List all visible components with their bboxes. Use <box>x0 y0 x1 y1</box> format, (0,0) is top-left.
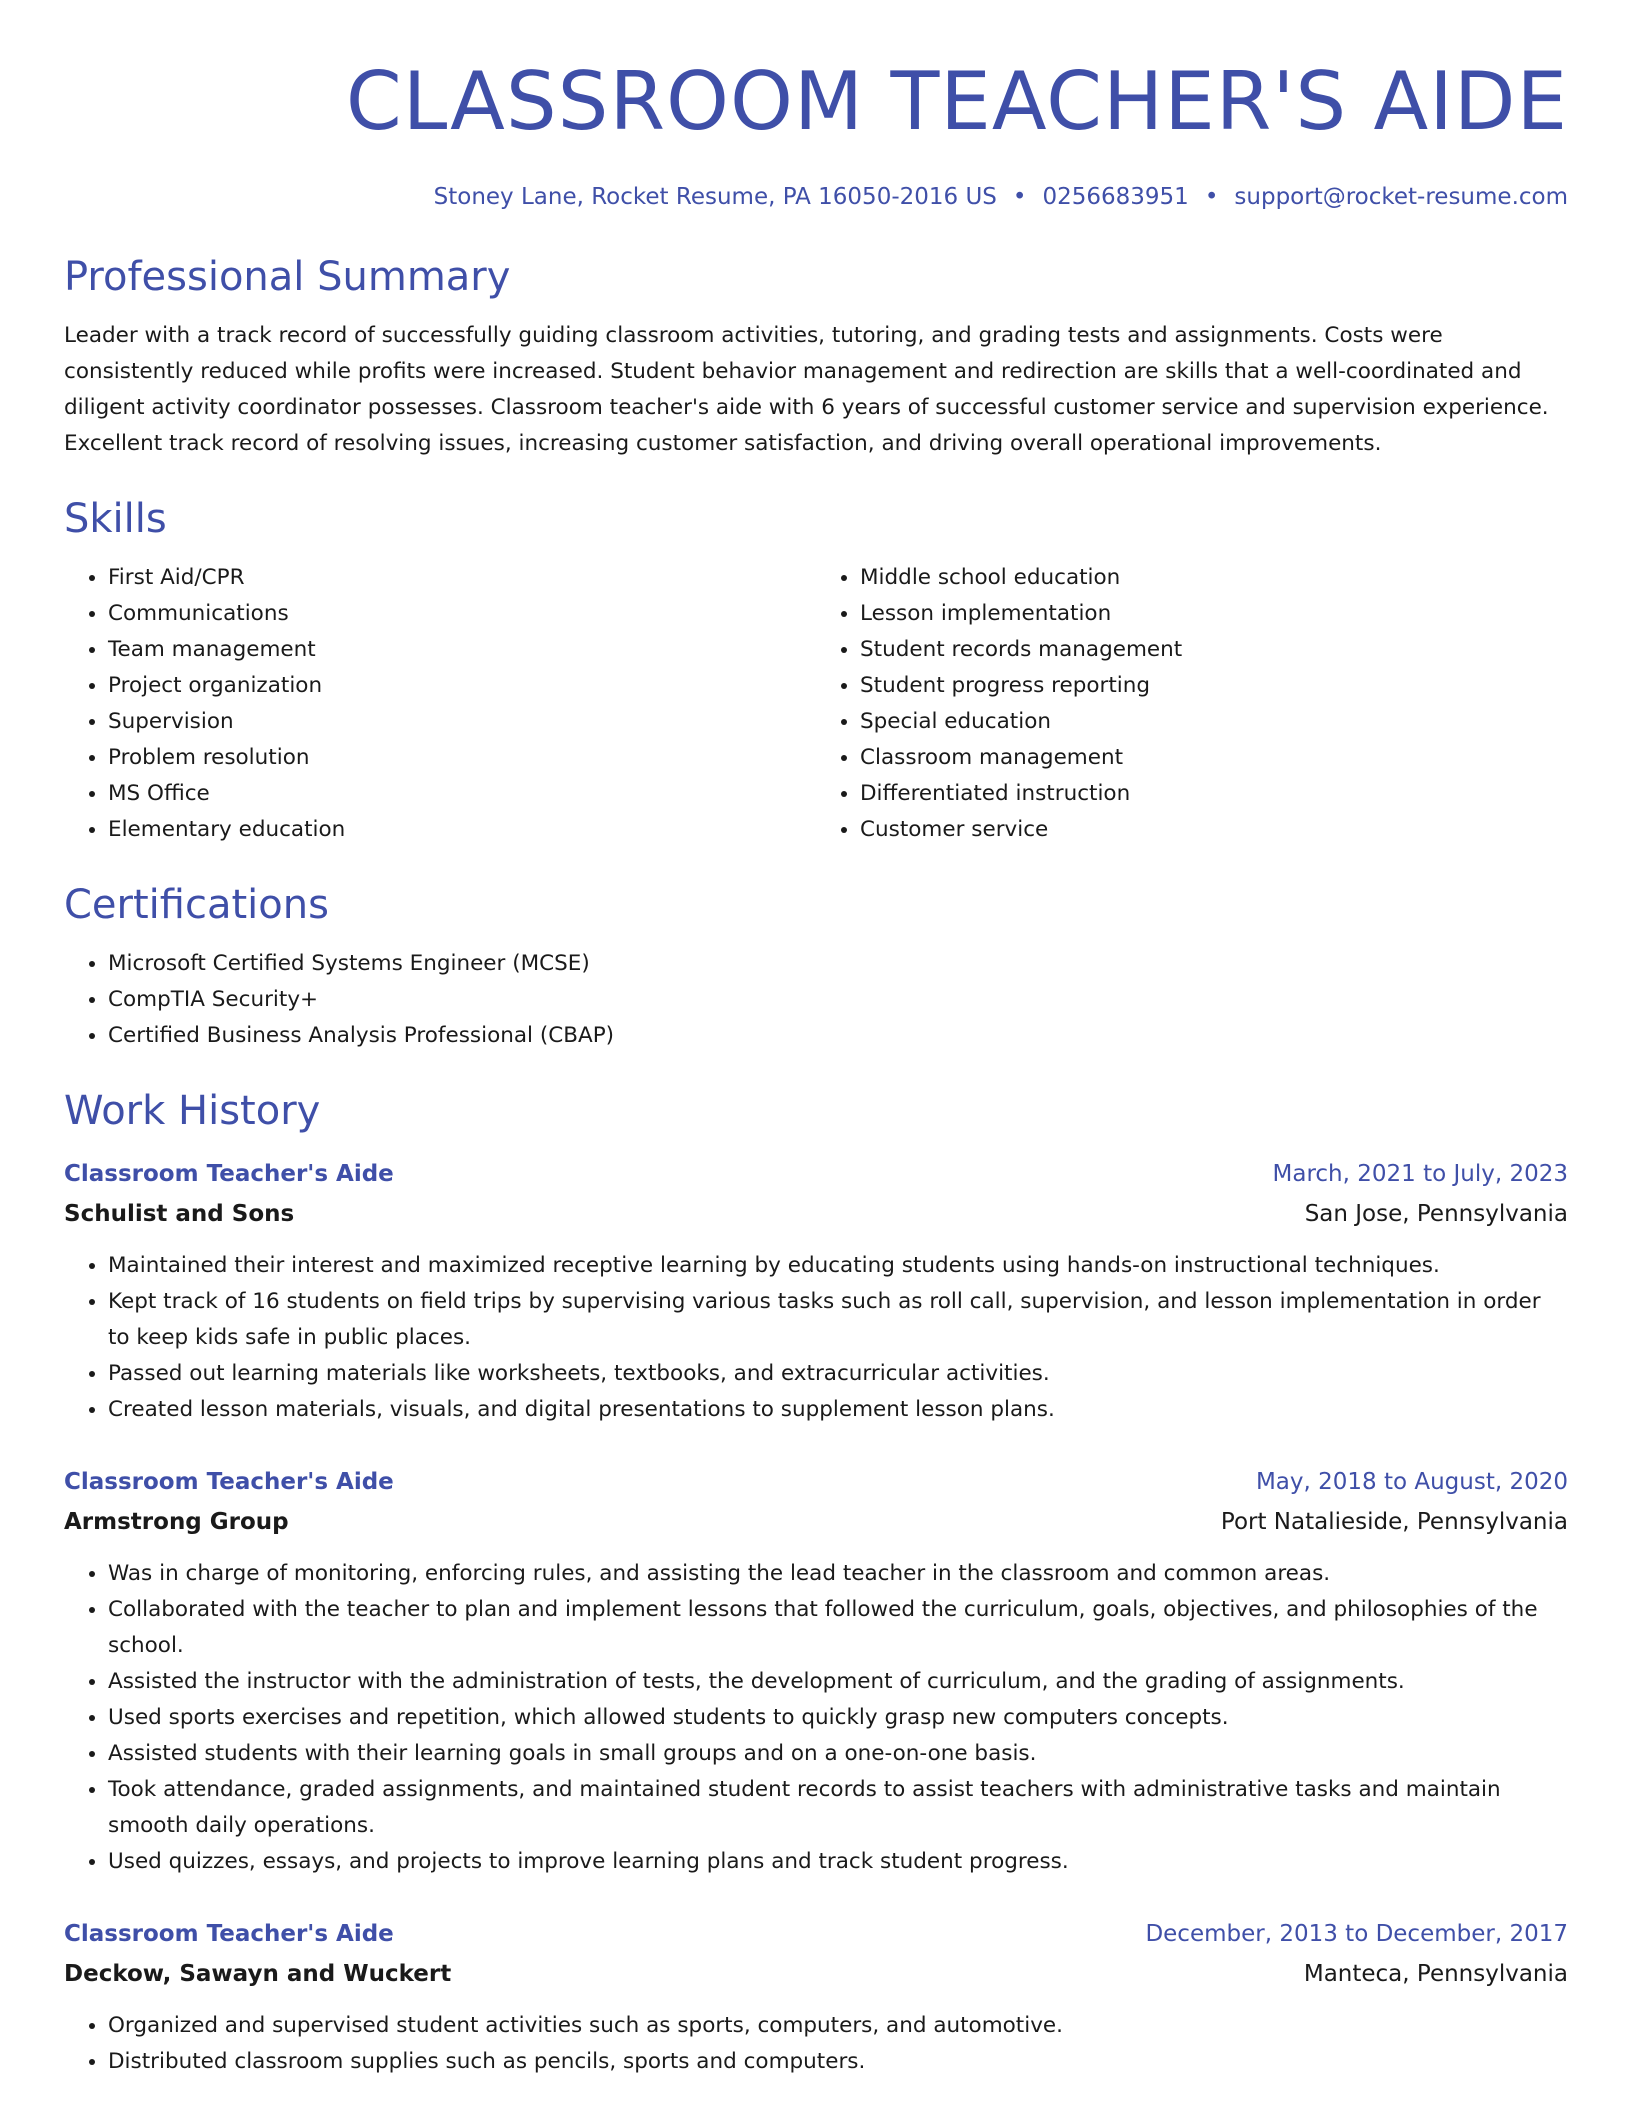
job-entry <box>64 1462 1568 1880</box>
job-entry <box>64 1914 1568 2080</box>
skill-item: • Differentiated instruction <box>860 776 1568 812</box>
skill-item: • First Aid/CPR <box>108 560 816 596</box>
contact-separator: • <box>1204 184 1219 210</box>
company-name: Armstrong Group <box>64 1509 289 1535</box>
skills-heading: Skills <box>64 496 167 542</box>
job-dates: May, 2018 to August, 2020 <box>1255 1469 1568 1495</box>
company-name: Schulist and Sons <box>64 1201 295 1227</box>
skill-item: • Student progress reporting <box>860 668 1568 704</box>
job-title: Classroom Teacher's Aide <box>64 1921 394 1947</box>
certification-item: • CompTIA Security+ <box>108 982 1568 1018</box>
certifications-heading: Certifications <box>64 882 329 928</box>
certification-item: • Microsoft Certified Systems Engineer (MCSE) <box>108 946 1568 982</box>
skill-item: • MS Office <box>108 776 816 812</box>
skill-item: • Special education <box>860 704 1568 740</box>
candidate-name: CLASSROOM TEACHER'S AIDE <box>345 55 1568 148</box>
job-bullet: • Took attendance, graded assignments, and maintained student records to assist teachers with administrative tasks and maintain smooth daily operations. <box>108 1772 1568 1844</box>
summary-text: Leader with a track record of successfully guiding classroom activities, tutoring, and grading tests and assignments. Costs were consistently reduced while profits were increased. Student behavior management and redirection are skills that a well-coordinated and diligent activity coordinator possesses. Classroom teacher's aide with 6 years of successful customer service and supervision experience. Excellent track record of resolving issues, increasing customer satisfaction, and driving overall operational improvements. <box>64 323 1549 456</box>
job-bullet: • Created lesson materials, visuals, and digital presentations to supplement lesson plans. <box>108 1392 1568 1428</box>
skills-grid <box>64 560 1568 848</box>
contact-line <box>64 182 1568 212</box>
job-title: Classroom Teacher's Aide <box>64 1161 394 1187</box>
job-bullets <box>64 1248 1568 1428</box>
contact-separator: • <box>1012 184 1027 210</box>
skill-item: • Customer service <box>860 812 1568 848</box>
job-bullet: • Kept track of 16 students on field trips by supervising various tasks such as roll call, supervision, and lesson implementation in order to keep kids safe in public places. <box>108 1284 1568 1356</box>
skill-item: • Middle school education <box>860 560 1568 596</box>
job-bullet: • Collaborated with the teacher to plan and implement lessons that followed the curriculum, goals, objectives, and philosophies of the school. <box>108 1592 1568 1664</box>
skills-column-left <box>64 560 816 848</box>
skill-item: • Elementary education <box>108 812 816 848</box>
phone: 0256683951 <box>1042 184 1189 210</box>
summary-heading: Professional Summary <box>64 254 511 300</box>
job-bullets <box>64 1556 1568 1880</box>
job-dates: March, 2021 to July, 2023 <box>1272 1161 1568 1187</box>
skill-item: • Lesson implementation <box>860 596 1568 632</box>
job-title: Classroom Teacher's Aide <box>64 1469 394 1495</box>
skill-item: • Supervision <box>108 704 816 740</box>
skills-column-right <box>816 560 1568 848</box>
job-bullet: • Maintained their interest and maximized receptive learning by educating students using hands-on instructional techniques. <box>108 1248 1568 1284</box>
certifications-list <box>64 946 1568 1054</box>
address: Stoney Lane, Rocket Resume, PA 16050-2016 US <box>433 184 997 210</box>
job-company-row <box>64 1194 1568 1234</box>
skill-item: • Communications <box>108 596 816 632</box>
resume-header <box>64 0 1568 212</box>
job-entry <box>64 1154 1568 1428</box>
job-bullet: • Assisted students with their learning goals in small groups and on a one-on-one basis. <box>108 1736 1568 1772</box>
job-bullet: • Distributed classroom supplies such as pencils, sports and computers. <box>108 2044 1568 2080</box>
job-bullet: • Assisted the instructor with the administration of tests, the development of curriculum, and the grading of assignments. <box>108 1664 1568 1700</box>
job-company-row <box>64 1502 1568 1542</box>
job-dates: December, 2013 to December, 2017 <box>1145 1921 1568 1947</box>
job-bullet: • Used quizzes, essays, and projects to improve learning plans and track student progress. <box>108 1844 1568 1880</box>
job-bullet: • Organized and supervised student activities such as sports, computers, and automotive. <box>108 2008 1568 2044</box>
job-bullet: • Passed out learning materials like worksheets, textbooks, and extracurricular activities. <box>108 1356 1568 1392</box>
job-title-row <box>64 1154 1568 1194</box>
job-location: Manteca, Pennsylvania <box>1303 1961 1568 1987</box>
email-link[interactable]: support@rocket-resume.com <box>1234 184 1568 210</box>
skill-item: • Student records management <box>860 632 1568 668</box>
job-title-row <box>64 1914 1568 1954</box>
job-bullets <box>64 2008 1568 2080</box>
certification-item: • Certified Business Analysis Professional (CBAP) <box>108 1018 1568 1054</box>
skill-item: • Team management <box>108 632 816 668</box>
skill-item: • Problem resolution <box>108 740 816 776</box>
job-bullet: • Used sports exercises and repetition, which allowed students to quickly grasp new computers concepts. <box>108 1700 1568 1736</box>
job-title-row <box>64 1462 1568 1502</box>
work-history-heading: Work History <box>64 1088 321 1134</box>
job-location: San Jose, Pennsylvania <box>1304 1201 1568 1227</box>
skill-item: • Classroom management <box>860 740 1568 776</box>
company-name: Deckow, Sawayn and Wuckert <box>64 1961 452 1987</box>
job-company-row <box>64 1954 1568 1994</box>
job-location: Port Natalieside, Pennsylvania <box>1220 1509 1568 1535</box>
skill-item: • Project organization <box>108 668 816 704</box>
job-bullet: • Was in charge of monitoring, enforcing rules, and assisting the lead teacher in the classroom and common areas. <box>108 1556 1568 1592</box>
